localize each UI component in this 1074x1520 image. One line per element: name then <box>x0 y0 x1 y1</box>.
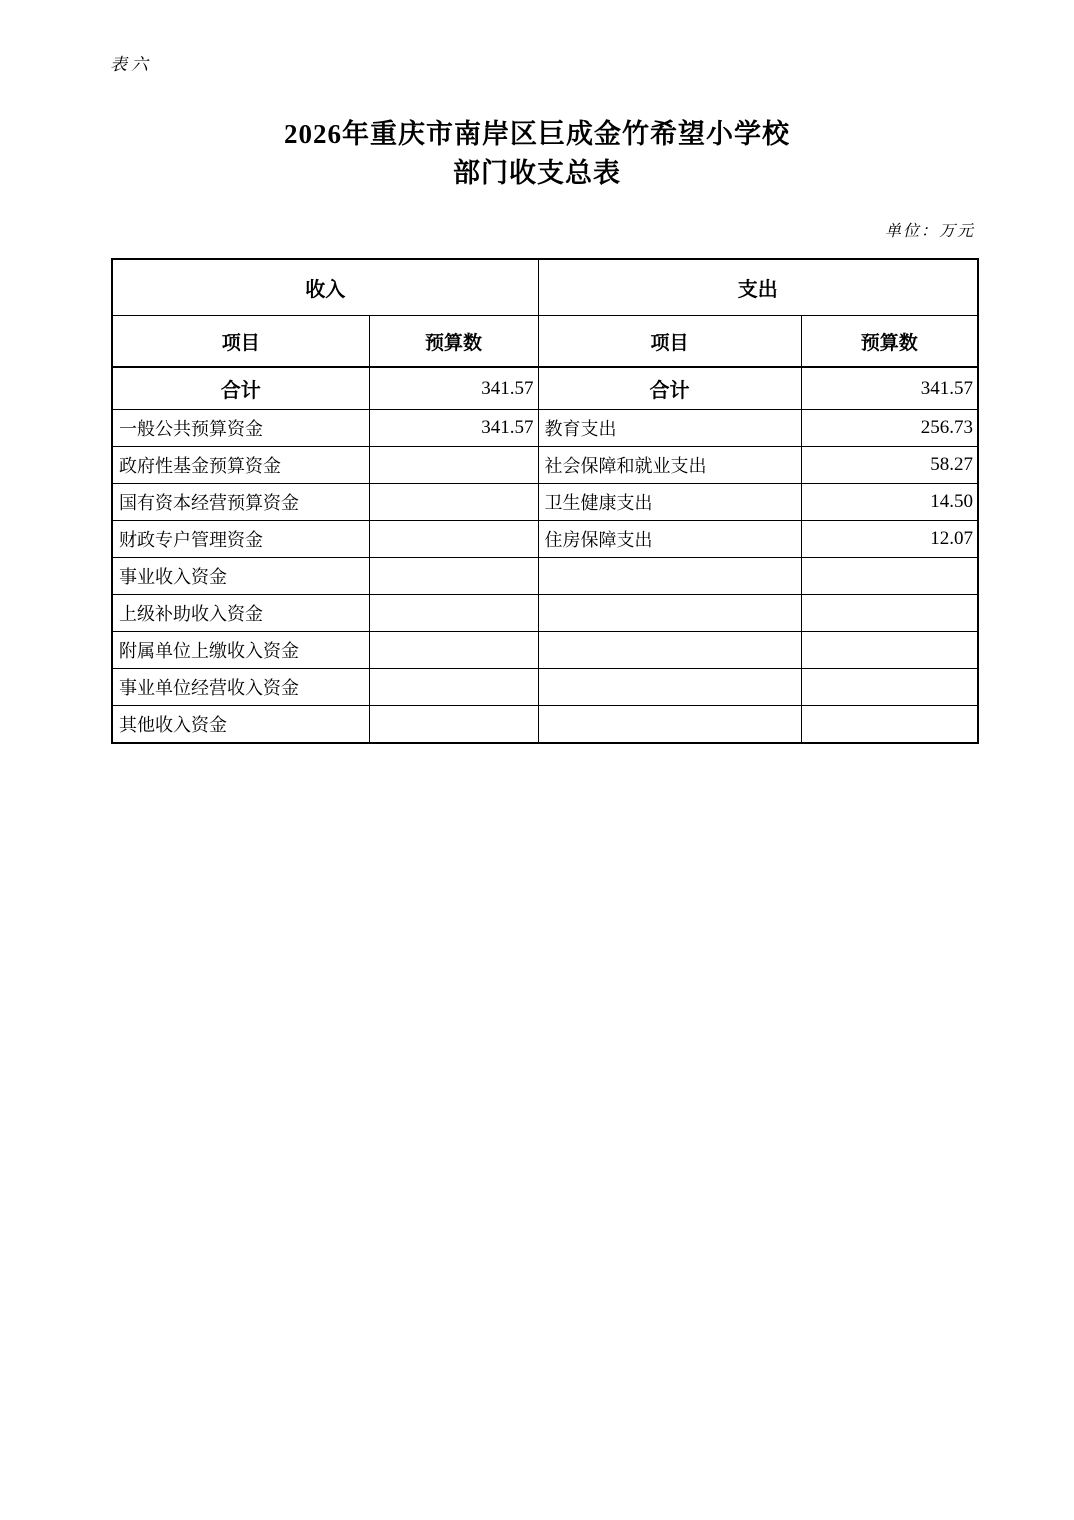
expense-item-cell <box>538 595 801 632</box>
income-group-header: 收入 <box>112 259 538 316</box>
table-row <box>112 521 978 558</box>
expense-item-cell <box>538 558 801 595</box>
page-title-line1: 2026年重庆市南岸区巨成金竹希望小学校 <box>284 119 790 149</box>
column-header-row <box>112 316 978 368</box>
expense-item-cell <box>538 632 801 669</box>
income-budget-cell <box>369 447 538 484</box>
income-budget-cell <box>369 669 538 706</box>
income-budget-cell <box>369 521 538 558</box>
expense-budget-cell <box>801 595 978 632</box>
expense-budget-cell: 12.07 <box>801 521 978 558</box>
income-total-value: 341.57 <box>369 367 538 410</box>
income-item-cell: 一般公共预算资金 <box>112 410 369 447</box>
table-row <box>112 447 978 484</box>
income-item-header: 项目 <box>112 316 369 368</box>
table-row <box>112 706 978 744</box>
expense-total-label: 合计 <box>538 367 801 410</box>
income-budget-cell <box>369 558 538 595</box>
expense-item-header: 项目 <box>538 316 801 368</box>
table-row <box>112 410 978 447</box>
total-row <box>112 367 978 410</box>
income-item-cell: 附属单位上缴收入资金 <box>112 632 369 669</box>
income-item-cell: 国有资本经营预算资金 <box>112 484 369 521</box>
income-item-cell: 财政专户管理资金 <box>112 521 369 558</box>
expense-budget-cell <box>801 669 978 706</box>
table-row <box>112 632 978 669</box>
expense-budget-cell: 256.73 <box>801 410 978 447</box>
income-budget-header: 预算数 <box>369 316 538 368</box>
expense-item-cell: 社会保障和就业支出 <box>538 447 801 484</box>
income-item-cell: 政府性基金预算资金 <box>112 447 369 484</box>
expense-item-cell: 教育支出 <box>538 410 801 447</box>
expense-item-cell <box>538 706 801 744</box>
income-item-cell: 上级补助收入资金 <box>112 595 369 632</box>
income-item-cell: 其他收入资金 <box>112 706 369 744</box>
budget-summary-table <box>111 258 979 744</box>
expense-budget-header: 预算数 <box>801 316 978 368</box>
expense-budget-cell: 58.27 <box>801 447 978 484</box>
expense-item-cell: 卫生健康支出 <box>538 484 801 521</box>
expense-item-cell <box>538 669 801 706</box>
expense-budget-cell <box>801 706 978 744</box>
expense-budget-cell <box>801 632 978 669</box>
table-row <box>112 595 978 632</box>
sheet-label: 表六 <box>110 55 152 74</box>
income-total-label: 合计 <box>112 367 369 410</box>
expense-group-header: 支出 <box>538 259 978 316</box>
income-budget-cell <box>369 706 538 744</box>
income-budget-cell: 341.57 <box>369 410 538 447</box>
expense-budget-cell <box>801 558 978 595</box>
unit-note: 单位：万元 <box>884 223 975 240</box>
income-budget-cell <box>369 632 538 669</box>
expense-total-value: 341.57 <box>801 367 978 410</box>
income-budget-cell <box>369 484 538 521</box>
table-row <box>112 669 978 706</box>
income-budget-cell <box>369 595 538 632</box>
group-header-row <box>112 259 978 316</box>
income-item-cell: 事业单位经营收入资金 <box>112 669 369 706</box>
table-row <box>112 484 978 521</box>
table-row <box>112 558 978 595</box>
page-title-line2: 部门收支总表 <box>453 158 621 188</box>
expense-budget-cell: 14.50 <box>801 484 978 521</box>
expense-item-cell: 住房保障支出 <box>538 521 801 558</box>
income-item-cell: 事业收入资金 <box>112 558 369 595</box>
